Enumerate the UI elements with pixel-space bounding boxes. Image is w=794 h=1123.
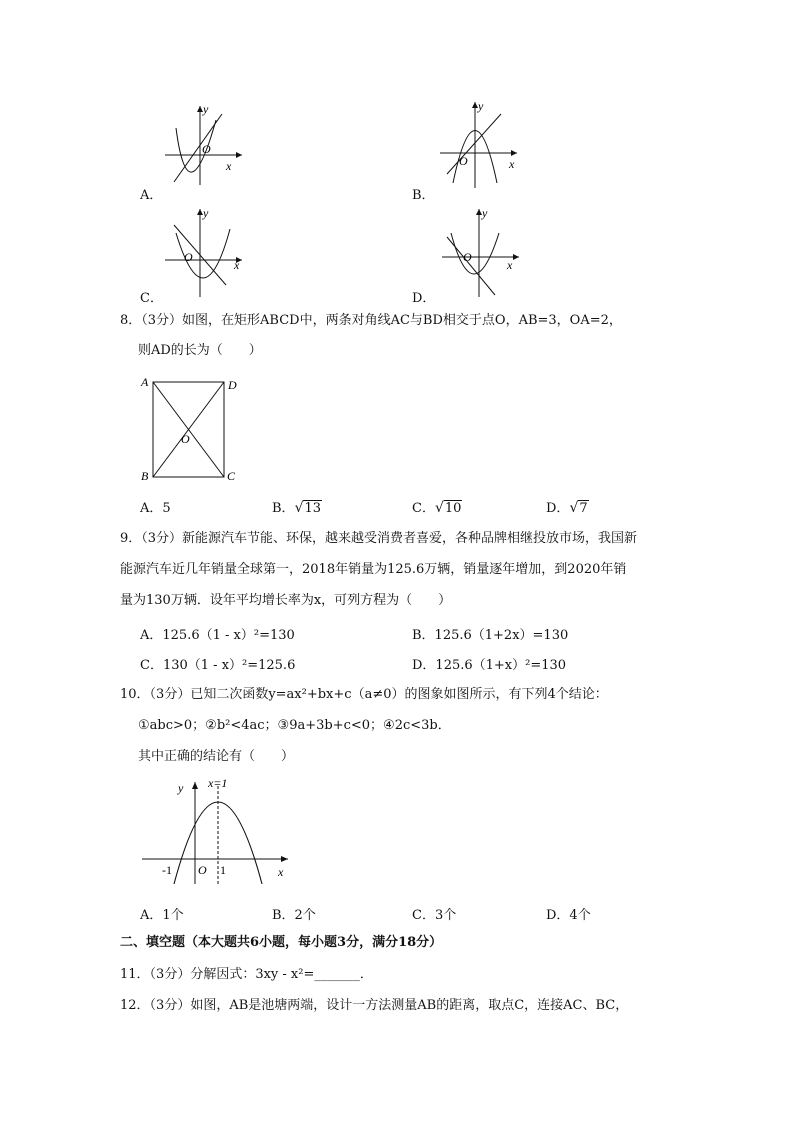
q10-tick-1: 1 [220, 863, 226, 877]
q8-stem-line1: 8．（3分）如图，在矩形ABCD中，两条对角线AC与BD相交于点O，AB=3，OA=2， [120, 313, 622, 328]
q8-option-a: A．5 [140, 501, 171, 516]
q7a-origin: O [202, 142, 211, 156]
q7d-x-label: x [507, 258, 513, 272]
q7-graph-b [435, 98, 525, 193]
q8-option-b: B．√13 [272, 500, 322, 516]
q10-option-c: C．3个 [412, 908, 457, 923]
q10-option-d: D．4个 [546, 908, 591, 923]
q8-option-d: D．√7 [546, 500, 588, 516]
q8-vertex-d: D [228, 378, 237, 392]
q11-answer-blank[interactable]: _______ [314, 967, 360, 982]
q7b-x-label: x [509, 157, 515, 171]
q7-option-c: C． [140, 291, 163, 306]
q12-stem: 12．（3分）如图，AB是池塘两端，设计一方法测量AB的距离，取点C，连接AC、BC， [120, 998, 629, 1013]
q8-rectangle-figure [138, 372, 248, 487]
q10-stem-line3: 其中正确的结论有（ ） [138, 749, 295, 764]
q9-option-a: A．125.6（1 - x）²=130 [140, 628, 295, 643]
q8-vertex-b: B [141, 469, 149, 483]
q9-stem-line1: 9．（3分）新能源汽车节能、环保，越来越受消费者喜爱，各种品牌相继投放市场，我国新 [120, 531, 638, 546]
q7-option-a: A． [140, 188, 163, 203]
q9-stem-line3: 量为130万辆．设年平均增长率为x，可列方程为（ ） [120, 593, 452, 608]
q7-graph-c [160, 205, 250, 300]
q7-option-d: D． [412, 291, 436, 306]
q7d-y-label: y [482, 206, 488, 220]
q7-option-b: B． [412, 188, 435, 203]
q9-option-b: B．125.6（1+2x）=130 [412, 628, 569, 643]
q7-graph-a [160, 100, 250, 190]
q9-stem-line2: 能源汽车近几年销量全球第一，2018年销量为125.6万辆，销量逐年增加，到2020年销 [120, 562, 627, 577]
q10-x-label: x [278, 865, 284, 879]
section-fill-in-title: 二、填空题（本大题共6小题，每小题3分，满分18分） [120, 935, 443, 950]
q11-stem: 11．（3分）分解因式：3xy - x²=_______． [120, 967, 373, 982]
q7a-x-label: x [226, 159, 232, 173]
q7b-origin: O [459, 154, 468, 168]
q8-option-c: C．√10 [412, 500, 462, 516]
q8-vertex-c: C [227, 469, 236, 483]
q7d-origin: O [463, 250, 472, 264]
q7c-y-label: y [203, 206, 209, 220]
q10-origin: O [198, 863, 207, 877]
q10-stem-line1: 10．（3分）已知二次函数y=ax²+bx+c（a≠0）的图象如图所示，有下列4个结论： [120, 687, 608, 702]
q7c-origin: O [184, 250, 193, 264]
q8-vertex-a: A [141, 375, 149, 389]
q10-tick-neg1: -1 [162, 863, 172, 877]
q7-graph-d [437, 205, 527, 300]
q9-option-c: C．130（1 - x）²=125.6 [140, 658, 296, 673]
q7a-y-label: y [203, 102, 209, 116]
q10-option-b: B．2个 [272, 908, 316, 923]
q8-center-o: O [181, 432, 190, 446]
q10-stem-line2: ①abc>0；②b²<4ac；③9a+3b+c<0；④2c<3b． [138, 718, 451, 733]
q10-option-a: A．1个 [140, 908, 184, 923]
q7c-x-label: x [234, 258, 240, 272]
q8-stem-line2: 则AD的长为（ ） [138, 343, 262, 358]
q9-option-d: D．125.6（1+x）²=130 [412, 658, 567, 673]
q7b-y-label: y [478, 99, 484, 113]
q10-parabola-graph [140, 772, 300, 887]
q10-y-label: y [178, 781, 184, 795]
q10-symmetry-label: x=1 [208, 776, 228, 790]
